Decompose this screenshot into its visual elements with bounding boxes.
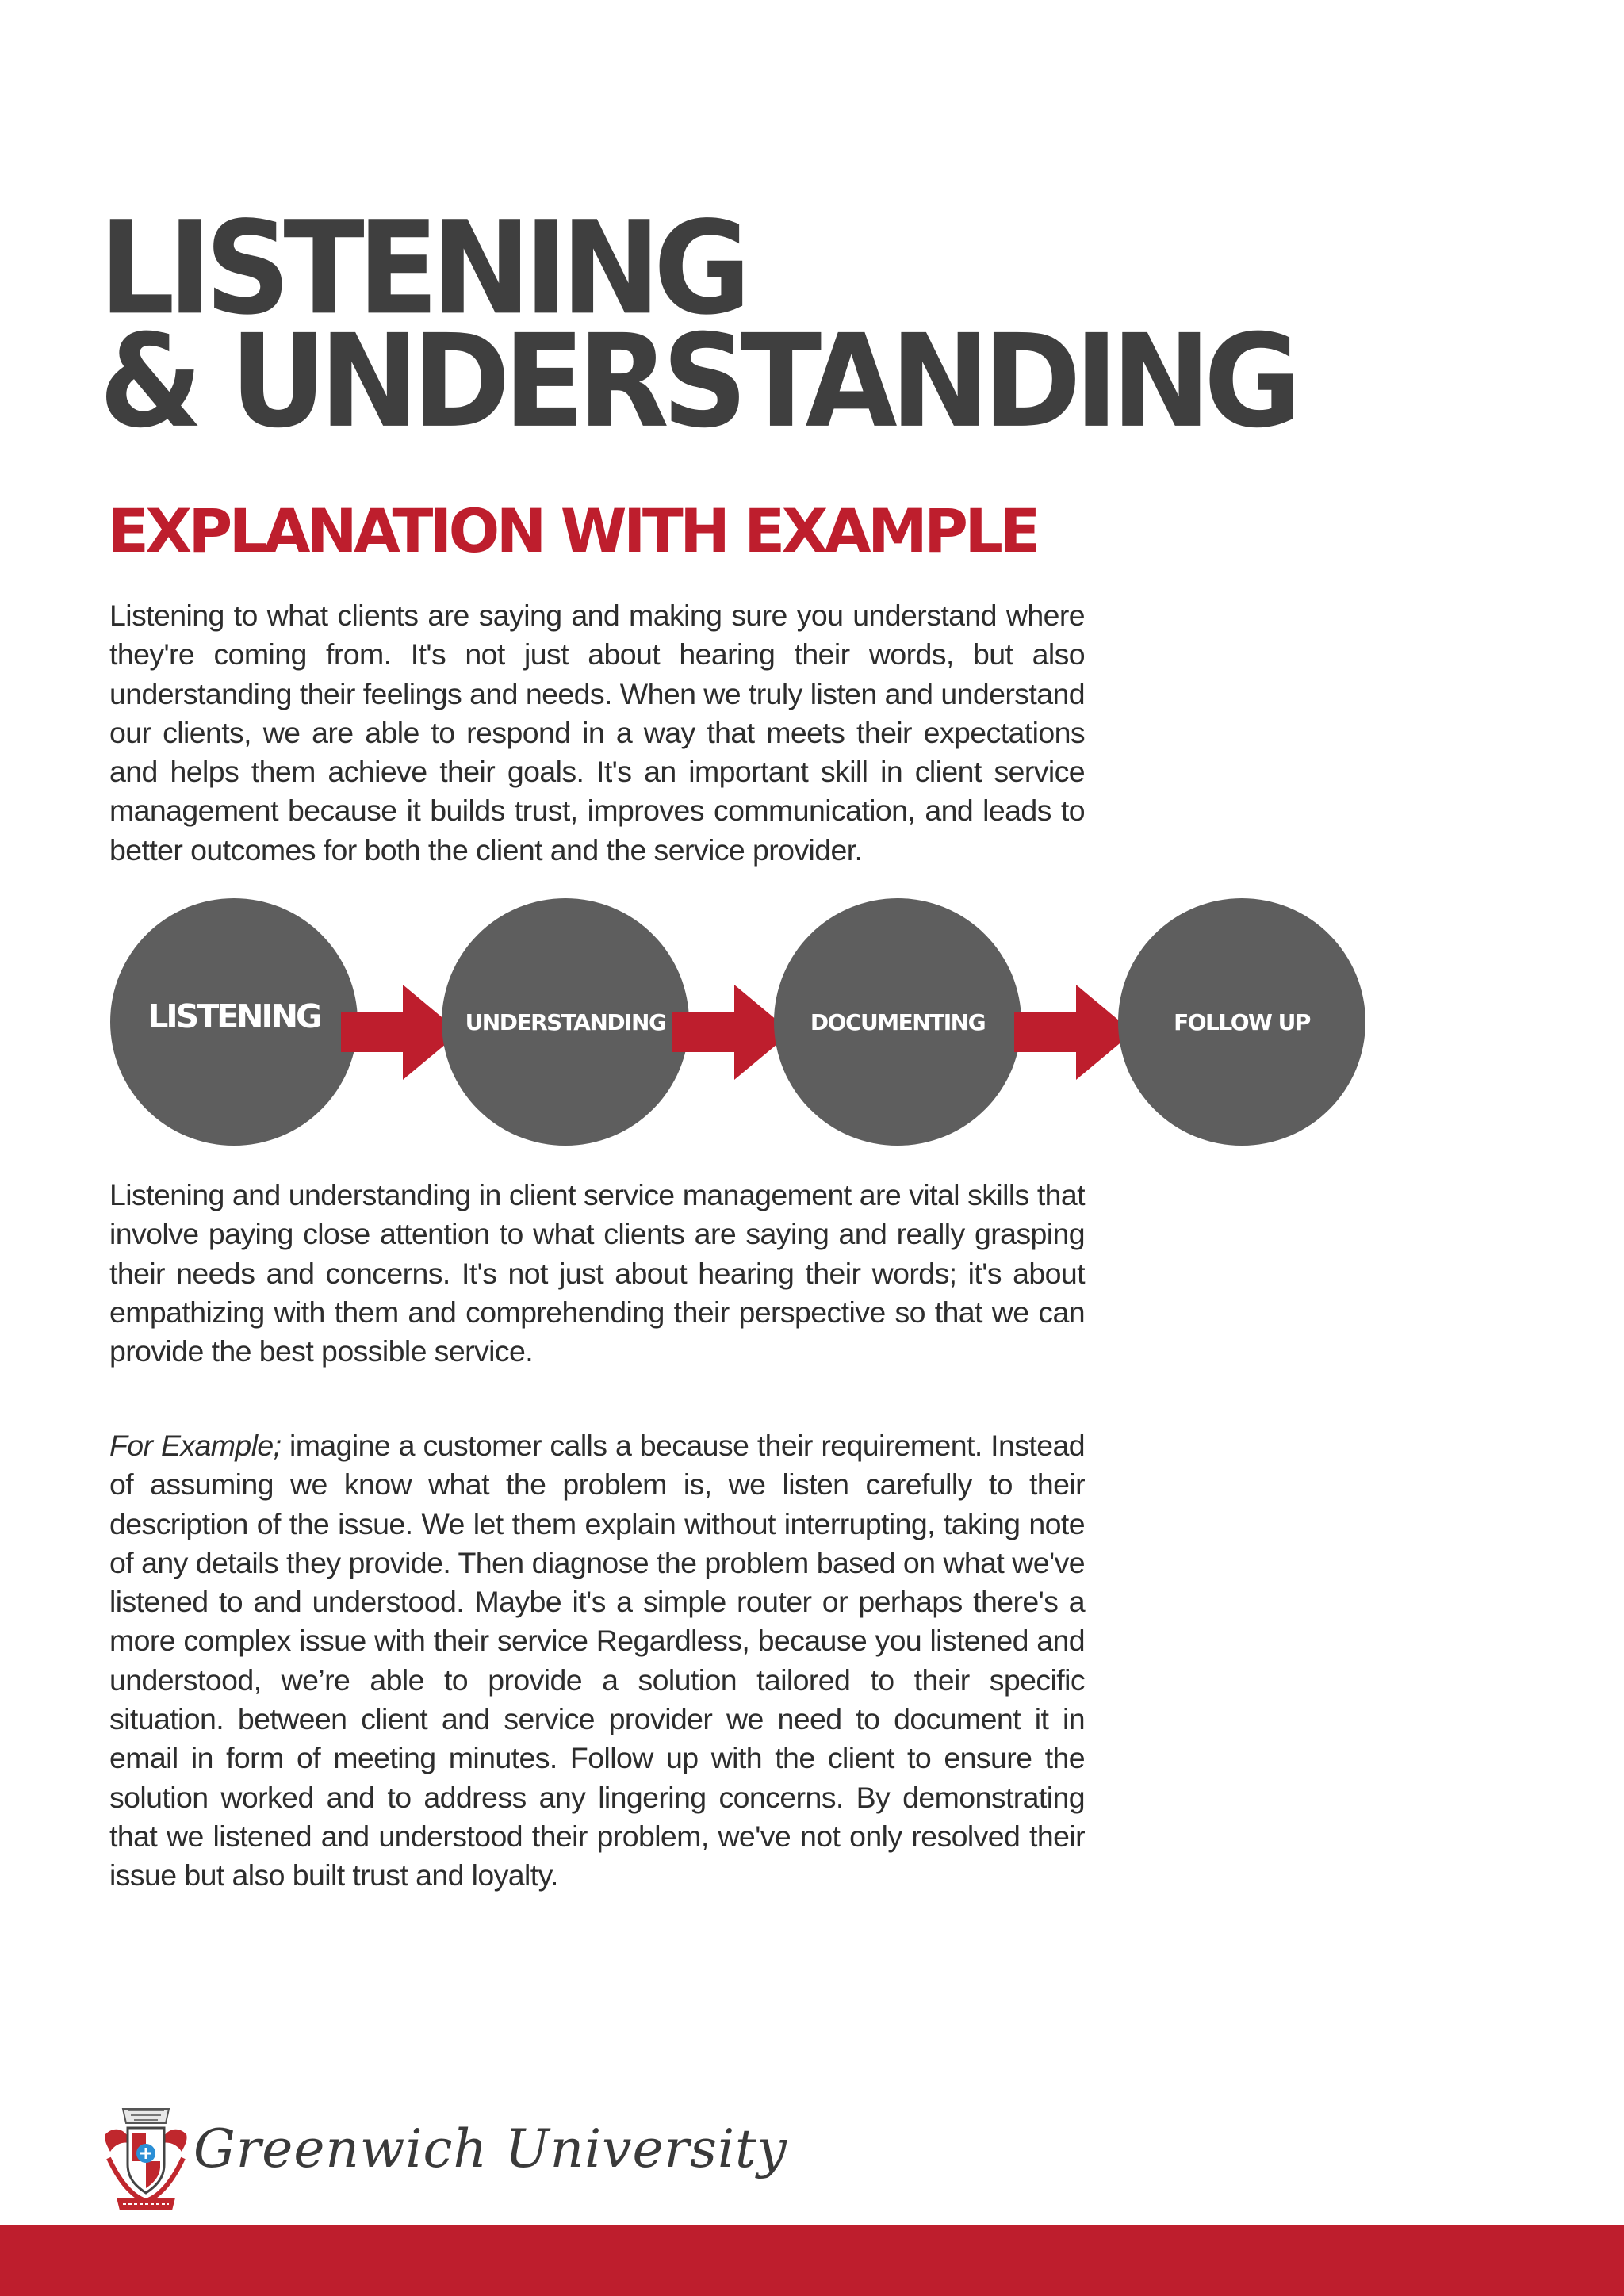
step-circle-listening [110, 898, 358, 1146]
step-label: UNDERSTANDING [465, 1008, 666, 1035]
page-title-line-2: & UNDERSTANDING [99, 307, 1295, 457]
step-circle-documenting [774, 898, 1021, 1146]
step-circle-follow-up [1118, 898, 1365, 1146]
arrow-right-icon [672, 985, 791, 1080]
arrow-right-icon [1014, 985, 1133, 1080]
university-logo-text: Greenwich University [193, 2118, 787, 2179]
page-title-line-1: LISTENING [99, 194, 745, 344]
section-subtitle: EXPLANATION WITH EXAMPLE [108, 496, 1037, 566]
step-label: FOLLOW UP [1174, 1008, 1310, 1035]
step-label: LISTENING [147, 997, 320, 1035]
university-crest-icon [99, 2103, 193, 2218]
arrow-right-icon [341, 985, 460, 1080]
step-label: DOCUMENTING [810, 1008, 986, 1035]
step-circle-understanding [442, 898, 689, 1146]
intro-paragraph: Listening to what clients are saying and making sure you understand where they're coming from. It's not just about hearing their words, but also understanding their feelings and needs. When we truly listen and understand our clients, we are able to respond in a way that meets their expectations and helps them achieve their goals. It's an important skill in client service management because it builds trust, improves communication, and leads to better outcomes for both the client and the service provider. [109, 599, 1085, 867]
example-lead: For Example; [109, 1429, 282, 1462]
example-text: imagine a customer calls a because their requirement. Instead of assuming we know what the problem is, we listen carefully to their description of the issue. We let them explain without interrupting, taking note of any details they provide. Then diagnose the problem based on what we've listened to and understood. Maybe it's a simple router or perhaps there's a more complex issue with their service Regardless, because you listened and understood, we’re able to provide a solution tailored to their specific situation. between client and service provider we need to document it in email in form of meeting minutes. Follow up with the client to ensure the solution worked and to address any lingering concerns. By demonstrating that we listened and understood their problem, we've not only resolved their issue but also built trust and loyalty. [109, 1429, 1085, 1892]
example-paragraph [109, 1426, 1085, 1896]
body-paragraph: Listening and understanding in client service management are vital skills that involve paying close attention to what clients are saying and really grasping their needs and concerns. It's not just about hearing their words; it's about empathizing with them and comprehending their perspective so that we can provide the best possible service. [109, 1178, 1085, 1368]
page-title [99, 194, 1295, 457]
footer-bar [0, 2225, 1624, 2296]
